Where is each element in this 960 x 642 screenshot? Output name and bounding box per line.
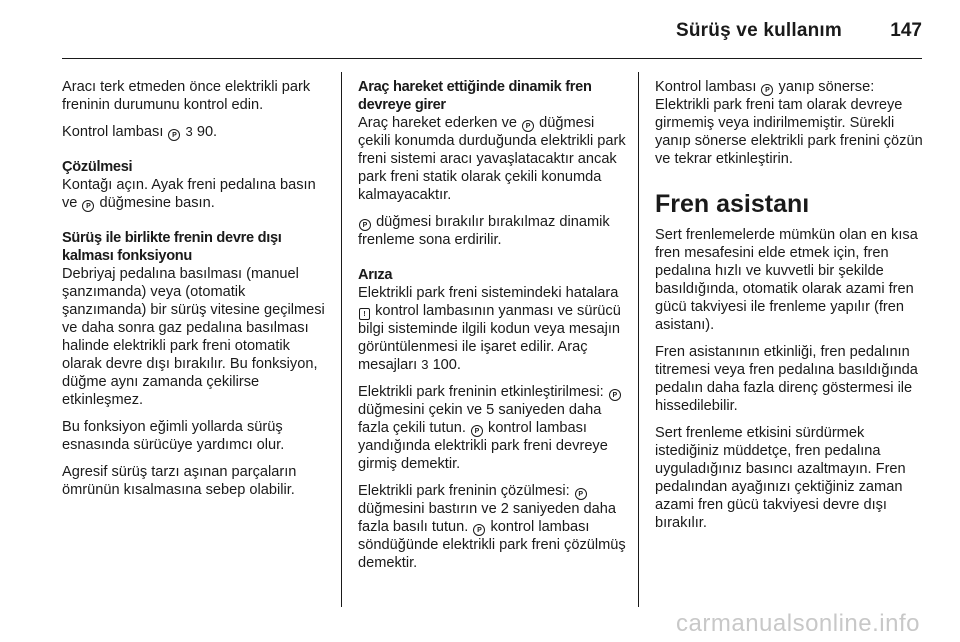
column-divider <box>638 72 639 607</box>
paragraph <box>655 78 923 168</box>
column-3 <box>655 78 923 541</box>
text: düğmesini bastırın ve 2 saniyeden daha fazla basılı tutun. <box>358 501 616 535</box>
text: düğmesini çekin ve 5 saniyeden daha fazla çekili tutun. <box>358 402 602 436</box>
header-rule <box>62 58 922 59</box>
subheading-dinamik: Araç hareket ettiğinde dinamik fren devreye girer <box>358 79 592 113</box>
text: düğmesi bırakılır bırakılmaz dinamik frenleme sona erdirilir. <box>358 214 610 248</box>
park-brake-icon: P <box>761 84 773 96</box>
park-brake-icon: P <box>168 129 180 141</box>
paragraph <box>62 158 330 212</box>
park-brake-icon: P <box>471 425 483 437</box>
column-1 <box>62 78 330 508</box>
text: kontrol lambası yandığında elektrikli park freni devreye girmiş demektir. <box>358 420 608 472</box>
text: kontrol lambasının yanması ve sürücü bilgi sisteminde ilgili kodun veya mesajın görüntülenmesi ile işaret edilir. Araç mesajları <box>358 303 621 373</box>
paragraph <box>62 229 330 409</box>
section-heading-fren-asistani: Fren asistanı <box>655 190 810 218</box>
reference-arrow-icon: 3 <box>421 357 429 372</box>
reference-arrow-icon: 3 <box>185 124 193 139</box>
paragraph <box>358 78 628 204</box>
text: Kontrol lambası <box>655 79 757 95</box>
paragraph <box>62 123 330 141</box>
subheading-cozulmesi: Çözülmesi <box>62 159 133 175</box>
park-brake-icon: P <box>609 389 621 401</box>
warning-icon: ! <box>359 308 370 320</box>
park-brake-icon: P <box>82 200 94 212</box>
paragraph <box>358 266 628 374</box>
park-brake-icon: P <box>359 219 371 231</box>
text: Elektrikli park freninin çözülmesi: <box>358 483 570 499</box>
chapter-title: Sürüş ve kullanım <box>675 20 842 41</box>
paragraph: Agresif sürüş tarzı aşınan parçaların ömrünün kısalmasına sebep olabilir. <box>62 464 297 498</box>
paragraph: Aracı terk etmeden önce elektrikli park freninin durumunu kontrol edin. <box>62 79 311 113</box>
watermark: carmanualsonline.info <box>676 610 920 637</box>
paragraph: Fren asistanının etkinliği, fren pedalının titremesi veya fren pedalına basıldığında pedalın daha fazla direnç göstermesi ile hissedilebilir. <box>655 344 918 414</box>
park-brake-icon: P <box>575 488 587 500</box>
subheading-ariza: Arıza <box>358 267 393 283</box>
park-brake-icon: P <box>473 524 485 536</box>
column-divider <box>341 72 342 607</box>
text: Elektrikli park freninin etkinleştirilmesi: <box>358 384 604 400</box>
text: Kontrol lambası <box>62 124 164 140</box>
text: Debriyaj pedalına basılması (manuel şanzımanda) veya (otomatik şanzımanda) bir sürüş vitesine geçilmesi ve daha sonra gaz pedalına basılması halinde elektrikli park freni otomatik olarak devre dışı bırakılır. Bu fonksiyon, düğme aynı zamanda çekilirse etkinleşmez. <box>62 266 325 408</box>
text: yanıp sönerse: Elektrikli park freni tam olarak devreye girmemiş veya indirilmemiştir. Sürekli yanıp sönerse elektrikli park frenini çözün ve tekrar etkinleştirin. <box>655 79 923 167</box>
column-2 <box>358 78 628 581</box>
paragraph: Sert frenleme etkisini sürdürmek istediğiniz müddetçe, fren pedalına uyguladığınız basıncı azaltmayın. Fren pedalından ayağınızı çektiğiniz zaman azami fren gücü takviyesi devre dışı bırakılır. <box>655 425 906 531</box>
text: kontrol lambası söndüğünde elektrikli park freni çözülmüş demektir. <box>358 519 626 571</box>
paragraph <box>358 383 628 473</box>
paragraph <box>358 213 628 249</box>
text: düğmesine basın. <box>99 195 215 211</box>
paragraph: Sert frenlemelerde mümkün olan en kısa fren mesafesini elde etmek için, fren pedalına hızlı ve kuvvetli bir şekilde basıldığında, otomatik olarak azami fren gücü takviyesi ile frenleme yapılır (fren asistanı). <box>655 227 918 333</box>
text: Araç hareket ederken ve <box>358 115 517 131</box>
text: düğmesi çekili konumda durduğunda elektrikli park freni sistemi aracı yavaşlatacaktır ancak park freni statik olarak çekili konumda kalmayacaktır. <box>358 115 626 203</box>
page-reference: 100. <box>432 357 461 373</box>
subheading-surus: Sürüş ile birlikte frenin devre dışı kalması fonksiyonu <box>62 230 282 264</box>
text: Elektrikli park freni sistemindeki hatalara <box>358 285 619 301</box>
paragraph: Bu fonksiyon eğimli yollarda sürüş esnasında sürücüye yardımcı olur. <box>62 419 285 453</box>
park-brake-icon: P <box>522 120 534 132</box>
paragraph <box>358 482 628 572</box>
page-header <box>0 0 960 60</box>
page-reference: 90. <box>196 124 218 140</box>
page-number: 147 <box>890 20 922 41</box>
text: Kontağı açın. Ayak freni pedalına basın ve <box>62 177 316 211</box>
